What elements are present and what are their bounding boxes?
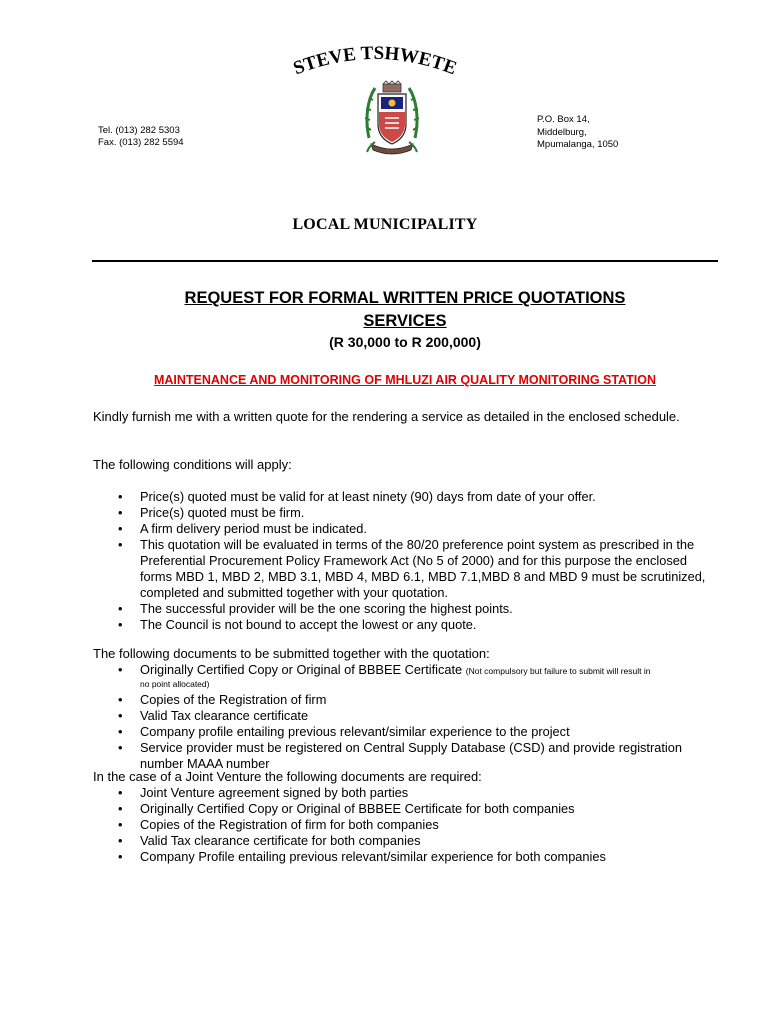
postal-address-block xyxy=(537,114,618,152)
list-item: • Originally Certified Copy or Original of BBBEE Certificate for both companies xyxy=(93,801,719,817)
jv-documents-list xyxy=(93,785,719,865)
list-item: • Copies of the Registration of firm for both companies xyxy=(93,817,719,833)
list-item: • This quotation will be evaluated in terms of the 80/20 preference point system as prescribed in the Preferential Procurement Policy Framework Act (No 5 of 2000) and for this purpose the enclosed forms MBD 1, MBD 2, MBD 3.1, MBD 4, MBD 6.1, MBD 7.1,MBD 8 and MBD 9 must be scrutinized, completed and submitted together with your quotation. xyxy=(93,537,719,601)
org-bottom-text: LOCAL MUNICIPALITY xyxy=(292,216,478,233)
document-title-line-1: REQUEST FOR FORMAL WRITTEN PRICE QUOTATIONS xyxy=(184,289,626,307)
list-item: • Valid Tax clearance certificate for both companies xyxy=(93,833,719,849)
conditions-heading: The following conditions will apply: xyxy=(93,457,292,472)
list-item: • The Council is not bound to accept the lowest or any quote. xyxy=(93,617,719,633)
org-top-text: STEVE TSHWETE xyxy=(290,42,460,80)
list-item: • Company profile entailing previous relevant/similar experience to the project xyxy=(93,724,719,740)
address-line-1: P.O. Box 14, xyxy=(537,114,590,125)
list-item: • Service provider must be registered on Central Supply Database (CSD) and provide registration number MAAA number xyxy=(93,740,719,772)
intro-paragraph: Kindly furnish me with a written quote for the rendering a service as detailed in the enclosed schedule. xyxy=(93,409,680,424)
list-item: • Price(s) quoted must be valid for at least ninety (90) days from date of your offer. xyxy=(93,489,719,505)
list-item: • Copies of the Registration of firm xyxy=(93,692,719,708)
list-item: • Joint Venture agreement signed by both parties xyxy=(93,785,719,801)
header-divider xyxy=(92,260,718,262)
list-item: • Price(s) quoted must be firm. xyxy=(93,505,719,521)
bbbee-item-text: Originally Certified Copy or Original of BBBEE Certificate xyxy=(140,662,463,677)
documents-list xyxy=(93,662,719,772)
municipality-name-arched xyxy=(285,40,465,80)
value-range: (R 30,000 to R 200,000) xyxy=(329,334,481,350)
document-title-line-2: SERVICES xyxy=(363,312,447,330)
contact-phone-block xyxy=(98,125,184,149)
svg-text:STEVE TSHWETE xyxy=(291,43,460,79)
list-item: • Valid Tax clearance certificate xyxy=(93,708,719,724)
conditions-list xyxy=(93,489,719,633)
jv-heading: In the case of a Joint Venture the following documents are required: xyxy=(93,769,482,784)
bbbee-note-a: (Not compulsory but failure to submit will result in xyxy=(465,666,651,676)
list-item xyxy=(93,662,719,690)
list-item: • Company Profile entailing previous relevant/similar experience for both companies xyxy=(93,849,719,865)
fax-text: Fax. (013) 282 5594 xyxy=(98,137,184,148)
list-item: • A firm delivery period must be indicated. xyxy=(93,521,719,537)
documents-heading: The following documents to be submitted together with the quotation: xyxy=(93,646,490,661)
tel-text: Tel. (013) 282 5303 xyxy=(98,125,180,136)
project-title: MAINTENANCE AND MONITORING OF MHLUZI AIR QUALITY MONITORING STATION xyxy=(153,373,657,387)
coat-of-arms-icon xyxy=(363,80,421,158)
list-item: • The successful provider will be the one scoring the highest points. xyxy=(93,601,719,617)
bbbee-note-b: no point allocated) xyxy=(140,679,210,689)
address-line-3: Mpumalanga, 1050 xyxy=(537,139,619,150)
address-line-2: Middelburg, xyxy=(537,126,587,138)
